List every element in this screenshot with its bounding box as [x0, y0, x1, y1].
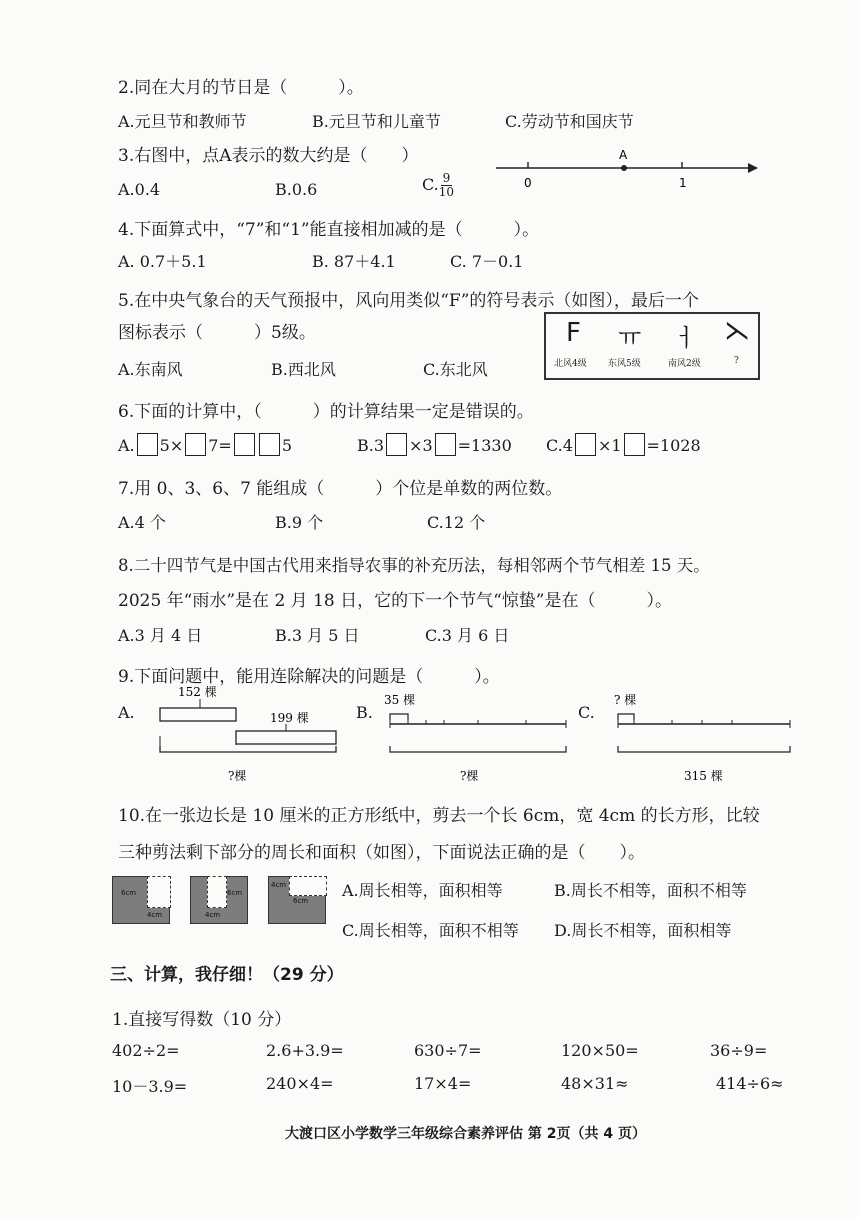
calc-item: 240×4=	[266, 1074, 334, 1093]
q7-option-b: B.9 个	[275, 513, 324, 532]
wind-caption-3: 南风2级	[668, 359, 701, 369]
calc-item: 2.6+3.9=	[266, 1041, 344, 1060]
q6-c-prefix: C.4	[546, 436, 573, 455]
calc-subtitle: 1.直接写得数（10 分）	[112, 1010, 292, 1030]
wind-icon-3: ㅓ	[674, 324, 698, 352]
q4-option-b: B. 87＋4.1	[312, 252, 396, 271]
q6-a-prefix: A.	[118, 436, 135, 455]
q9-label-b: B.	[356, 703, 373, 722]
q10-option-a: A.周长相等，面积相等	[342, 881, 503, 900]
q6-b-prefix: B.3	[357, 436, 385, 455]
fraction	[439, 172, 454, 199]
blank-box[interactable]	[386, 433, 407, 456]
wind-icon-2: ㅠ	[618, 324, 642, 352]
q8-option-b: B.3 月 5 日	[275, 626, 360, 645]
q6-c-end: =1028	[646, 436, 701, 455]
page-footer: 大渡口区小学数学三年级综合素养评估 第 2页（共 4 页）	[285, 1126, 646, 1142]
q8-stem-line2: 2025 年“雨水”是在 2 月 18 日，它的下一个节气“惊蛰”是在（ ）。	[118, 591, 672, 611]
blank-box[interactable]	[575, 433, 596, 456]
q9-label-c: C.	[578, 703, 595, 722]
wind-icon-4: ⋋	[724, 316, 750, 346]
q7-option-c: C.12 个	[427, 513, 486, 532]
q6-a-mid2: 7=	[208, 436, 232, 455]
cut-region	[207, 876, 227, 908]
number-line	[490, 148, 760, 192]
section-3-title: 三、计算，我仔细！（29 分）	[110, 965, 344, 985]
q9-a-right-label: 199 棵	[270, 711, 309, 725]
q6-option-b	[357, 433, 512, 456]
q2-option-c: C.劳动节和国庆节	[505, 112, 634, 131]
cut-region	[147, 876, 171, 908]
cut-figure-1	[112, 876, 170, 924]
cut-region	[289, 876, 327, 896]
q4-option-a: A. 0.7＋5.1	[118, 252, 207, 271]
q8-option-a: A.3 月 4 日	[118, 626, 203, 645]
fraction-denominator: 10	[438, 185, 455, 199]
blank-box[interactable]	[137, 433, 158, 456]
q8-stem-line1: 8.二十四节气是中国古代用来指导农事的补充历法，每相邻两个节气相差 15 天。	[118, 556, 710, 575]
q8-option-c: C.3 月 6 日	[425, 626, 510, 645]
q7-stem: 7.用 0、3、6、7 能组成（ ）个位是单数的两位数。	[118, 479, 563, 499]
q6-stem: 6.下面的计算中，（ ）的计算结果一定是错误的。	[118, 402, 534, 422]
q9-label-a: A.	[118, 703, 135, 722]
wind-caption-4: ?	[734, 356, 739, 366]
blank-box[interactable]	[624, 433, 645, 456]
figure-label-6cm: 6cm	[293, 897, 309, 905]
wind-symbol-figure	[544, 312, 760, 380]
q9-stem: 9.下面问题中，能用连除解决的问题是（ ）。	[118, 667, 500, 687]
q6-option-a	[118, 433, 292, 456]
q5-option-a: A.东南风	[118, 360, 183, 379]
q9-c-bottom-label: 315 棵	[684, 769, 723, 783]
number-line-one: 1	[679, 176, 687, 190]
q9-b-bottom-label: ?棵	[460, 769, 479, 783]
calc-item: 36÷9=	[710, 1041, 768, 1060]
number-line-point-a: A	[619, 148, 628, 162]
q9-diagram-a	[150, 686, 350, 786]
q3-option-b: B.0.6	[275, 180, 318, 199]
cut-figure-3	[268, 876, 326, 924]
figure-label-4cm: 4cm	[147, 911, 163, 919]
q9-a-top-label: 152 棵	[178, 686, 217, 699]
figure-label-4cm: 4cm	[271, 881, 287, 889]
blank-box[interactable]	[259, 433, 280, 456]
figure-label-6cm: 6cm	[121, 889, 137, 897]
q10-stem-line1: 10.在一张边长是 10 厘米的正方形纸中，剪去一个长 6cm，宽 4cm 的长方形，比较	[118, 806, 760, 826]
q4-option-c: C. 7－0.1	[450, 252, 524, 271]
q3-option-c	[422, 172, 454, 199]
q5-option-b: B.西北风	[271, 360, 336, 379]
calc-item: 402÷2=	[112, 1041, 180, 1060]
blank-box[interactable]	[435, 433, 456, 456]
q10-stem-line2: 三种剪法剩下部分的周长和面积（如图），下面说法正确的是（ ）。	[118, 843, 645, 863]
q9-diagram-b	[380, 692, 580, 788]
figure-label-4cm: 4cm	[205, 911, 221, 919]
q3-stem: 3.右图中，点A表示的数大约是（ ）	[118, 146, 419, 166]
calc-item: 17×4=	[414, 1074, 472, 1093]
q5-stem-line2: 图标表示（ ）5级。	[118, 323, 316, 343]
calc-item: 630÷7=	[414, 1041, 482, 1060]
wind-caption-2: 东风5级	[608, 359, 641, 369]
q6-a-mid1: 5×	[159, 436, 184, 455]
q2-option-b: B.元旦节和儿童节	[312, 112, 441, 131]
q4-stem: 4.下面算式中，“7”和“1”能直接相加减的是（ ）。	[118, 220, 540, 240]
calc-item: 48×31≈	[561, 1074, 629, 1093]
q10-option-d: D.周长不相等，面积相等	[554, 921, 732, 940]
q2-stem: 2.同在大月的节日是（ ）。	[118, 78, 364, 98]
q6-a-end: 5	[281, 436, 293, 455]
q5-stem-line1: 5.在中央气象台的天气预报中，风向用类似“F”的符号表示（如图），最后一个	[118, 291, 699, 311]
q9-b-top-label: 35 棵	[384, 693, 416, 707]
q10-option-c: C.周长相等，面积不相等	[342, 921, 519, 940]
q6-c-mid: ×1	[597, 436, 622, 455]
wind-caption-1: 北风4级	[554, 359, 587, 369]
calc-item: 10－3.9=	[112, 1077, 188, 1096]
number-line-zero: 0	[524, 176, 532, 190]
q9-c-top-label: ? 棵	[614, 693, 637, 707]
q2-option-a: A.元旦节和教师节	[118, 112, 247, 131]
q9-a-bottom-label: ?棵	[228, 769, 247, 783]
q7-option-a: A.4 个	[118, 513, 166, 532]
q5-option-c: C.东北风	[423, 360, 488, 379]
figure-label-6cm: 6cm	[227, 889, 243, 897]
q9-diagram-c	[606, 692, 806, 788]
q3-option-a: A.0.4	[118, 180, 161, 199]
blank-box[interactable]	[185, 433, 206, 456]
blank-box[interactable]	[234, 433, 255, 456]
q10-option-b: B.周长不相等，面积不相等	[554, 881, 747, 900]
calc-item: 120×50=	[561, 1041, 639, 1060]
q3-option-c-prefix: C.	[422, 175, 439, 194]
q6-option-c	[546, 433, 701, 456]
q6-b-mid: ×3	[409, 436, 433, 455]
fraction-numerator: 9	[442, 171, 451, 185]
calc-item: 414÷6≈	[716, 1074, 784, 1093]
wind-icon-1: F	[566, 318, 581, 348]
q6-b-end: =1330	[457, 436, 512, 455]
cut-figure-2	[190, 876, 248, 924]
